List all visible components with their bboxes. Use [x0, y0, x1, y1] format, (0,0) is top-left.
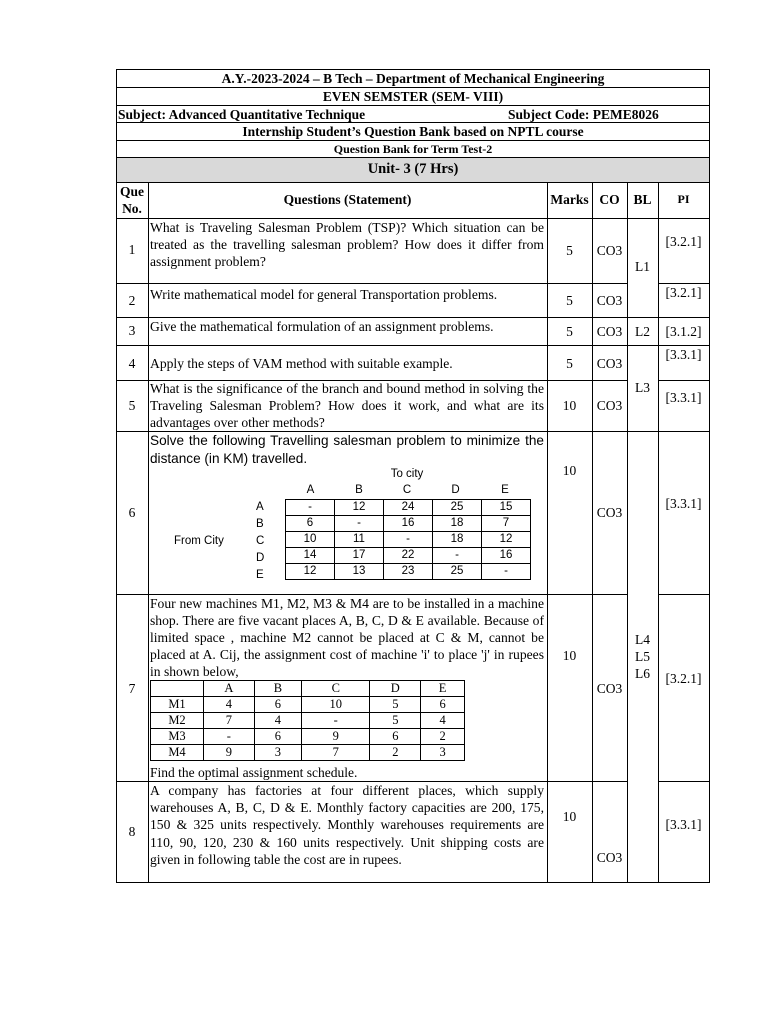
- row-4-question: Apply the steps of VAM method with suitable example.: [150, 356, 453, 371]
- table-cell: 3: [421, 745, 465, 761]
- row-8-number: 8: [128, 824, 136, 839]
- row-4-pi: [3.3.1]: [665, 347, 702, 362]
- row-8-co: CO3: [596, 850, 623, 865]
- table-cell: 7: [302, 745, 370, 761]
- table-row: [151, 745, 465, 761]
- row-7-co: CO3: [596, 681, 623, 696]
- bl-l6: L6: [635, 666, 650, 681]
- table-header-cell: C: [302, 681, 370, 697]
- row-6-question: Solve the following Travelling salesman problem to minimize the distance (in KM) travelled.: [150, 433, 544, 466]
- row-7-pi: [3.2.1]: [665, 671, 702, 686]
- table-cell: 12: [335, 500, 384, 516]
- table-cell: 16: [482, 548, 531, 564]
- table-row: [151, 729, 465, 745]
- header-semester: EVEN SEMSTER (SEM- VIII): [322, 88, 504, 104]
- tsp-distance-table: [285, 499, 531, 580]
- table-header-cell: B: [254, 681, 301, 697]
- row-5-marks: 10: [562, 398, 577, 413]
- table-row-label: M2: [151, 713, 204, 729]
- rule: [148, 182, 149, 883]
- rule: [658, 283, 710, 284]
- table-cell: -: [482, 564, 531, 580]
- row-2-question: Write mathematical model for general Transportation problems.: [150, 287, 498, 302]
- col-qno-line2: No.: [122, 201, 142, 216]
- table-header-cell: [151, 681, 204, 697]
- row-5-question: What is the significance of the branch and bound method in solving the Traveling Salesman Problem? How does it work, and what are its advantages over other methods?: [150, 381, 544, 430]
- table-cell: 7: [482, 516, 531, 532]
- table-cell: 17: [335, 548, 384, 564]
- header-subject-code: Subject Code: PEME8026: [508, 106, 659, 122]
- rule: [592, 182, 593, 883]
- row-3-number: 3: [128, 323, 136, 338]
- rule: [547, 182, 548, 883]
- row-3-co: CO3: [596, 324, 623, 339]
- row-2-number: 2: [128, 293, 136, 308]
- table-cell: 25: [433, 564, 482, 580]
- bl-l2: L2: [635, 324, 650, 339]
- table-cell: 10: [286, 532, 335, 548]
- col-bl: BL: [633, 192, 652, 207]
- tsp-to-city-label: To city: [390, 468, 424, 480]
- tsp-col-header: A: [306, 484, 315, 496]
- col-co: CO: [599, 192, 620, 207]
- col-pi: PI: [677, 192, 690, 206]
- table-cell: -: [433, 548, 482, 564]
- rule: [116, 283, 627, 284]
- table-row: [286, 532, 531, 548]
- table-cell: 2: [370, 745, 421, 761]
- header-unit: Unit- 3 (7 Hrs): [367, 161, 459, 177]
- table-row: [151, 697, 465, 713]
- row-7-marks: 10: [562, 648, 577, 663]
- row-6-marks: 10: [562, 463, 577, 478]
- rule: [116, 87, 710, 88]
- table-cell: 4: [254, 713, 301, 729]
- table-cell: 5: [370, 697, 421, 713]
- table-cell: 6: [254, 697, 301, 713]
- rule: [116, 345, 710, 346]
- row-3-pi: [3.1.2]: [665, 324, 702, 339]
- row-1-co: CO3: [596, 243, 623, 258]
- row-5-co: CO3: [596, 398, 623, 413]
- tsp-col-header: E: [501, 484, 509, 496]
- rule: [658, 380, 710, 381]
- header-academic-year: A.Y.-2023-2024 – B Tech – Department of Mechanical Engineering: [221, 71, 605, 86]
- row-8-question: A company has factories at four different places, which supply warehouses A, B, C, D & E. Monthly factory capacities are 200, 175, 150 & 325 units respectively. Monthly warehouses requirements are 110, 90, 120, 230 & 160 units respectively. Unit shipping costs are given in following table the cost are in rupees.: [150, 783, 544, 867]
- table-cell: 18: [433, 516, 482, 532]
- rule: [709, 69, 710, 883]
- bl-l3: L3: [635, 380, 650, 395]
- table-cell: 4: [204, 697, 255, 713]
- table-cell: 2: [421, 729, 465, 745]
- row-2-pi: [3.2.1]: [665, 285, 702, 300]
- table-cell: 11: [335, 532, 384, 548]
- tsp-row-label: A: [256, 501, 264, 513]
- rule: [658, 781, 710, 782]
- table-cell: -: [384, 532, 433, 548]
- table-header-cell: E: [421, 681, 465, 697]
- rule: [116, 157, 710, 158]
- row-7-number: 7: [128, 681, 136, 696]
- table-row: [286, 516, 531, 532]
- row-2-co: CO3: [596, 293, 623, 308]
- row-1-marks: 5: [566, 243, 573, 258]
- table-cell: 3: [254, 745, 301, 761]
- table-cell: 7: [204, 713, 255, 729]
- row-5-pi: [3.3.1]: [665, 390, 702, 405]
- table-cell: 12: [286, 564, 335, 580]
- table-row: [286, 564, 531, 580]
- table-row: [151, 681, 465, 697]
- rule: [116, 69, 710, 70]
- table-cell: 5: [370, 713, 421, 729]
- rule: [116, 882, 710, 883]
- rule: [116, 122, 710, 123]
- row-6-number: 6: [128, 505, 136, 520]
- table-cell: 16: [384, 516, 433, 532]
- row-8-pi: [3.3.1]: [665, 817, 702, 832]
- table-cell: -: [335, 516, 384, 532]
- table-cell: 12: [482, 532, 531, 548]
- tsp-row-label: D: [256, 552, 265, 564]
- bl-l1: L1: [635, 259, 650, 274]
- row-7-footer: Find the optimal assignment schedule.: [150, 765, 358, 780]
- row-1-question: What is Traveling Salesman Problem (TSP)? Which situation can be treated as the travelling salesman problem? How does it differ from assignment problem?: [150, 220, 544, 269]
- row-8-marks: 10: [562, 809, 577, 824]
- rule: [627, 182, 628, 883]
- rule: [116, 140, 710, 141]
- table-cell: 9: [302, 729, 370, 745]
- row-6-co: CO3: [596, 505, 623, 520]
- table-cell: -: [204, 729, 255, 745]
- col-question: Questions (Statement): [283, 192, 412, 207]
- col-qno-line1: Que: [119, 184, 144, 199]
- table-header-cell: D: [370, 681, 421, 697]
- header-subject: Subject: Advanced Quantitative Technique: [118, 106, 366, 122]
- header-term-test: Question Bank for Term Test-2: [333, 142, 493, 156]
- rule: [116, 105, 710, 106]
- table-cell: 24: [384, 500, 433, 516]
- bl-l5: L5: [635, 649, 650, 664]
- row-4-marks: 5: [566, 356, 573, 371]
- table-row: [151, 713, 465, 729]
- table-cell: 9: [204, 745, 255, 761]
- col-marks: Marks: [550, 192, 589, 207]
- tsp-row-label: B: [256, 518, 264, 530]
- table-row-label: M1: [151, 697, 204, 713]
- table-cell: -: [286, 500, 335, 516]
- row-1-pi: [3.2.1]: [665, 234, 702, 249]
- table-cell: 6: [286, 516, 335, 532]
- tsp-col-header: C: [402, 484, 412, 496]
- row-4-number: 4: [128, 356, 136, 371]
- tsp-row-label: E: [256, 569, 264, 581]
- table-row-label: M3: [151, 729, 204, 745]
- row-3-question: Give the mathematical formulation of an assignment problems.: [150, 319, 494, 334]
- table-cell: -: [302, 713, 370, 729]
- row-4-co: CO3: [596, 356, 623, 371]
- bl-l4: L4: [635, 632, 650, 647]
- row-6-pi: [3.3.1]: [665, 496, 702, 511]
- table-row-label: M4: [151, 745, 204, 761]
- row-3-marks: 5: [566, 324, 573, 339]
- table-cell: 6: [370, 729, 421, 745]
- table-cell: 10: [302, 697, 370, 713]
- tsp-row-label: C: [256, 535, 265, 547]
- table-cell: 4: [421, 713, 465, 729]
- rule: [658, 594, 710, 595]
- table-cell: 25: [433, 500, 482, 516]
- table-cell: 13: [335, 564, 384, 580]
- table-cell: 22: [384, 548, 433, 564]
- row-2-marks: 5: [566, 293, 573, 308]
- tsp-col-header: B: [355, 484, 363, 496]
- table-cell: 15: [482, 500, 531, 516]
- table-row: [286, 548, 531, 564]
- table-row: [286, 500, 531, 516]
- table-cell: 23: [384, 564, 433, 580]
- table-cell: 6: [421, 697, 465, 713]
- table-header-cell: A: [204, 681, 255, 697]
- rule: [116, 182, 710, 183]
- row-1-number: 1: [128, 242, 136, 257]
- header-question-bank-title: Internship Student’s Question Bank based on NPTL course: [242, 124, 584, 139]
- tsp-from-city-label: From City: [174, 535, 224, 547]
- table-cell: 6: [254, 729, 301, 745]
- row-7-question: Four new machines M1, M2, M3 & M4 are to be installed in a machine shop. There are five vacant places A, B, C, D & E available. Because of limited space , machine M2 cannot be placed at C & M, cannot be placed at A. Cij, the assignment cost of machine 'i' to place 'j' in rupees in shown below,: [150, 596, 544, 679]
- row-5-number: 5: [128, 398, 136, 413]
- table-cell: 14: [286, 548, 335, 564]
- assignment-cost-table: [150, 680, 465, 761]
- tsp-col-header: D: [451, 484, 460, 496]
- table-cell: 18: [433, 532, 482, 548]
